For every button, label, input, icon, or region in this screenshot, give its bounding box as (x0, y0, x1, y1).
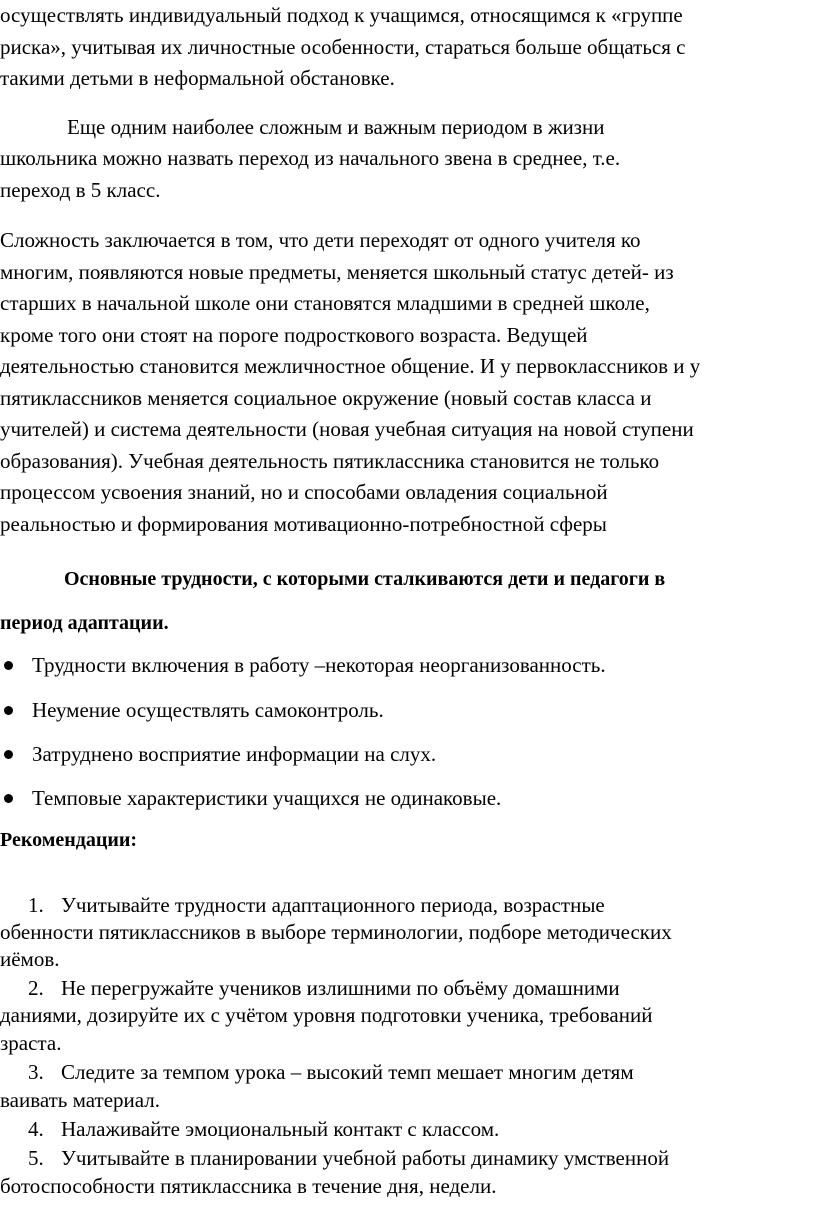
paragraph-2-line: Еще одним наиболее сложным и важным периодом в жизни (67, 115, 605, 139)
bullet-icon (4, 794, 13, 803)
paragraph-3-line: учителей) и система деятельности (новая учебная ситуация на новой ступени (0, 417, 694, 441)
recommendation-continuation: иёмов. (0, 947, 60, 971)
paragraph-1-line: риска», учитывая их личностные особенности, стараться больше общаться с (0, 35, 686, 59)
paragraph-3-line: старших в начальной школе они становятся младшими в средней школе, (0, 291, 650, 315)
recommendation-continuation: даниями, дозируйте их с учётом уровня подготовки ученика, требований (0, 1003, 653, 1027)
bullet-icon (4, 750, 13, 759)
list-number: 4. (28, 1117, 44, 1141)
paragraph-3-line: кроме того они стоят на пороге подросткового возраста. Ведущей (0, 323, 588, 347)
list-item-text: Затруднено восприятие информации на слух. (32, 742, 437, 766)
paragraph-3-line: образования). Учебная деятельность пятиклассника становится не только (0, 449, 660, 473)
bullet-icon (4, 661, 13, 670)
section-heading-line: период адаптации. (0, 612, 169, 634)
recommendation-text: Учитывайте трудности адаптационного периода, возрастные (61, 893, 605, 917)
list-number: 3. (28, 1060, 44, 1084)
paragraph-2-line: школьника можно назвать переход из начального звена в среднее, т.е. (0, 146, 621, 170)
paragraph-3-line: реальностью и формирования мотивационно-потребностной сферы (0, 512, 607, 536)
list-number: 5. (28, 1146, 44, 1170)
bullet-icon (4, 706, 13, 715)
recommendation-continuation: обенности пятиклассников в выборе терминологии, подборе методических (0, 920, 672, 944)
list-item (0, 652, 816, 678)
recommendation-text: Учитывайте в планировании учебной работы динамику умственной (61, 1146, 670, 1170)
paragraph-3-line: пятиклассников меняется социальное окружение (новый состав класса и (0, 386, 652, 410)
recommendation-text: Следите за темпом урока – высокий темп мешает многим детям (61, 1060, 634, 1084)
list-number: 1. (28, 893, 44, 917)
list-item (0, 785, 816, 811)
paragraph-3-line: процессом усвоения знаний, но и способами овладения социальной (0, 480, 608, 504)
paragraph-2-line: переход в 5 класс. (0, 178, 161, 202)
recommendation-text: Налаживайте эмоциональный контакт с классом. (61, 1117, 500, 1141)
recommendation-text: Не перегружайте учеников излишними по объёму домашними (61, 976, 620, 1000)
paragraph-1-line: такими детьми в неформальной обстановке. (0, 66, 395, 90)
list-item (0, 741, 816, 767)
list-item-text: Трудности включения в работу –некоторая неорганизованность. (32, 653, 606, 677)
list-item (0, 697, 816, 723)
paragraph-3-line: деятельностью становится межличностное общение. И у первоклассников и у (0, 354, 701, 378)
section-heading-line: Основные трудности, с которыми сталкиваются дети и педагоги в (64, 568, 666, 590)
recommendations-title: Рекомендации: (0, 829, 138, 851)
recommendation-continuation: ваивать материал. (0, 1088, 161, 1112)
list-item-text: Неумение осуществлять самоконтроль. (32, 698, 384, 722)
paragraph-1-line: осуществлять индивидуальный подход к учащимся, относящимся к «группе (0, 3, 683, 27)
paragraph-3-line: многим, появляются новые предметы, меняется школьный статус детей- из (0, 260, 674, 284)
paragraph-3-line: Сложность заключается в том, что дети переходят от одного учителя ко (0, 228, 641, 252)
list-item-text: Темповые характеристики учащихся не одинаковые. (32, 786, 502, 810)
list-number: 2. (28, 976, 44, 1000)
recommendation-continuation: зраста. (0, 1031, 62, 1055)
recommendation-continuation: ботоспособности пятиклассника в течение дня, недели. (0, 1174, 497, 1198)
